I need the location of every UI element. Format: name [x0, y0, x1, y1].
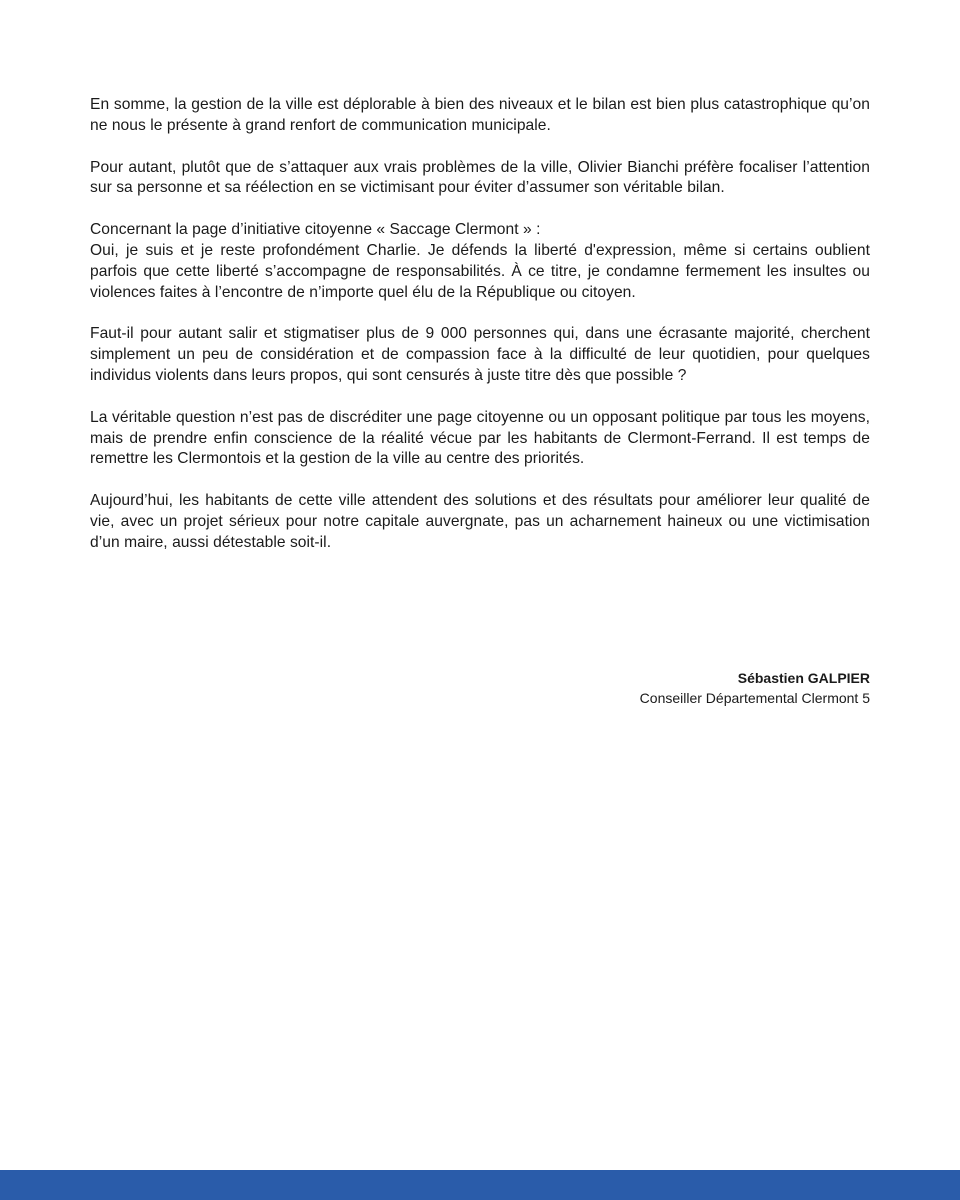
signature-block [640, 668, 870, 708]
paragraph-heading-line: Concernant la page d’initiative citoyenne « Saccage Clermont » : [90, 221, 541, 239]
paragraph-line: Oui, je suis et je reste profondément Charlie. Je défends la liberté d'expression, même si certains oublient parfois que cette liberté s’accompagne de responsabilités. À ce titre, je condamne fermement les insultes ou violences faites à l’encontre de n’importe quel élu de la République ou citoyen. [90, 241, 870, 301]
paragraph-bianchi [90, 158, 870, 200]
paragraph-line: Pour autant, plutôt que de s’attaquer aux vrais problèmes de la ville, Olivier Bianchi préfère focaliser l’attention sur sa personne et sa réélection en se victimisant pour éviter d’assumer son véritable bilan. [90, 158, 870, 197]
paragraph-line: En somme, la gestion de la ville est déplorable à bien des niveaux et le bilan est bien plus catastrophique qu’on ne nous le présente à grand renfort de communication municipale. [90, 96, 870, 134]
signature-title: Conseiller Départemental Clermont 5 [639, 690, 870, 706]
paragraph-saccage-clermont [90, 220, 870, 303]
footer-bar [0, 1170, 960, 1200]
paragraph-line: La véritable question n’est pas de discréditer une page citoyenne ou un opposant politique par tous les moyens, mais de prendre enfin conscience de la réalité vécue par les habitants de Clermont-Ferrand. Il est temps de remettre les Clermontois et la gestion de la ville au centre des priorités. [90, 408, 870, 468]
paragraph-summary [90, 95, 870, 137]
paragraph-veritable-question [90, 408, 870, 470]
paragraph-aujourdhui [90, 491, 870, 553]
document-body [90, 95, 870, 575]
paragraph-stigmatiser [90, 324, 870, 386]
paragraph-line: Faut-il pour autant salir et stigmatiser plus de 9 000 personnes qui, dans une écrasante majorité, cherchent simplement un peu de considération et de compassion face à la difficulté de leur quotidien, pour quelques individus violents dans leurs propos, qui sont censurés à juste titre dès que possible ? [90, 325, 870, 384]
paragraph-line: Aujourd’hui, les habitants de cette ville attendent des solutions et des résultats pour améliorer leur qualité de vie, avec un projet sérieux pour notre capitale auvergnate, pas un acharnement haineux ou une victimisation d’un maire, aussi détestable soit-il. [90, 492, 870, 551]
signature-name: Sébastien GALPIER [737, 670, 870, 686]
